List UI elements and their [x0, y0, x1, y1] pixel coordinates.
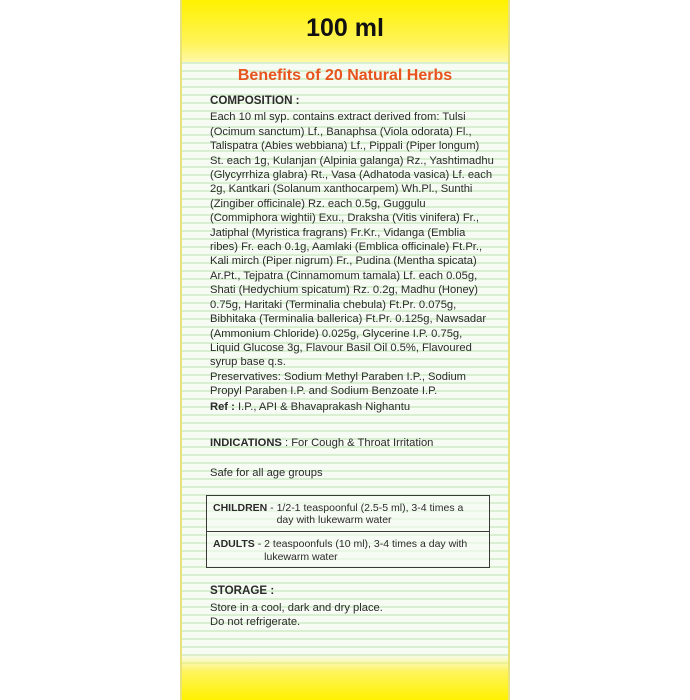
- composition-heading: COMPOSITION :: [210, 94, 300, 107]
- indications-label: INDICATIONS: [210, 436, 282, 449]
- adults-separator: -: [254, 537, 265, 550]
- children-dosage-text: 1/2-1 teaspoonful (2.5-5 ml), 3-4 times a day with lukewarm water: [276, 501, 464, 527]
- reference-line: [210, 400, 494, 414]
- adults-dosage-text: 2 teaspoonfuls (10 ml), 3-4 times a day with lukewarm water: [264, 537, 468, 563]
- label-content: [210, 94, 494, 629]
- indications-line: [210, 436, 494, 450]
- storage-line-1: Store in a cool, dark and dry place.: [210, 601, 383, 614]
- storage-line-2: Do not refrigerate.: [210, 615, 301, 628]
- volume-text: 100 ml: [306, 14, 384, 42]
- preservatives-text: Preservatives: Sodium Methyl Paraben I.P., Sodium Propyl Paraben I.P. and Sodium Benzoate I.P.: [210, 370, 466, 398]
- reference-label: Ref :: [210, 400, 235, 413]
- storage-heading: STORAGE :: [210, 584, 275, 598]
- dosage-row-children: [207, 496, 489, 531]
- children-separator: -: [267, 501, 277, 514]
- indications-text: : For Cough & Throat Irritation: [281, 436, 434, 449]
- composition-text: Each 10 ml syp. contains extract derived from: Tulsi (Ocimum sanctum) Lf., Banaphsa (Viola odorata) Fl., Talispatra (Abies webbiana) Lf., Pippali (Piper longum) St. each 1g, Kulanjan (Alpinia galanga) Rz., Yashtimadhu (Glycyrrhiza glabra) Rt., Vasa (Adhatoda vasica) Lf. each 2g, Kantkari (Solanum xanthocarpem) Wh.Pl., Sunthi (Zingiber officinale) Rz. each 0.5g, Guggulu (Commiphora wightii) Exu., Draksha (Vitis vinifera) Fr., Jatiphal (Myristica fragrans) Fr.Kr., Vidanga (Emblia ribes) Fr. each 0.1g, Aamlaki (Emblica officinale) Ft.Pr., Kali mirch (Piper nigrum) Fr., Pudina (Mentha spicata) Ar.Pt., Tejpatra (Cinnamomum tamala) Lf. each 0.05g, Shati (Hedychium spicatum) Rz. 0.2g, Madhu (Honey) 0.75g, Haritaki (Terminalia chebula) Ft.Pr. 0.075g, Bibhitaka (Terminalia ballerica) Ft.Pr. 0.125g, Nawsadar (Ammonium Chloride) 0.025g, Glycerine I.P. 0.75g, Liquid Glucose 3g, Flavour Basil Oil 0.5%, Flavoured syrup base q.s.: [210, 111, 494, 369]
- benefits-title: Benefits of 20 Natural Herbs: [237, 67, 453, 84]
- children-label: CHILDREN: [213, 501, 268, 514]
- bottom-yellow-band: [182, 654, 508, 700]
- reference-text: I.P., API & Bhavaprakash Nighantu: [234, 400, 411, 413]
- dosage-box: [206, 495, 490, 568]
- dosage-row-adults: [207, 531, 489, 567]
- product-label: [180, 0, 510, 700]
- safe-for-all-text: Safe for all age groups: [210, 467, 323, 480]
- adults-label: ADULTS: [213, 537, 255, 550]
